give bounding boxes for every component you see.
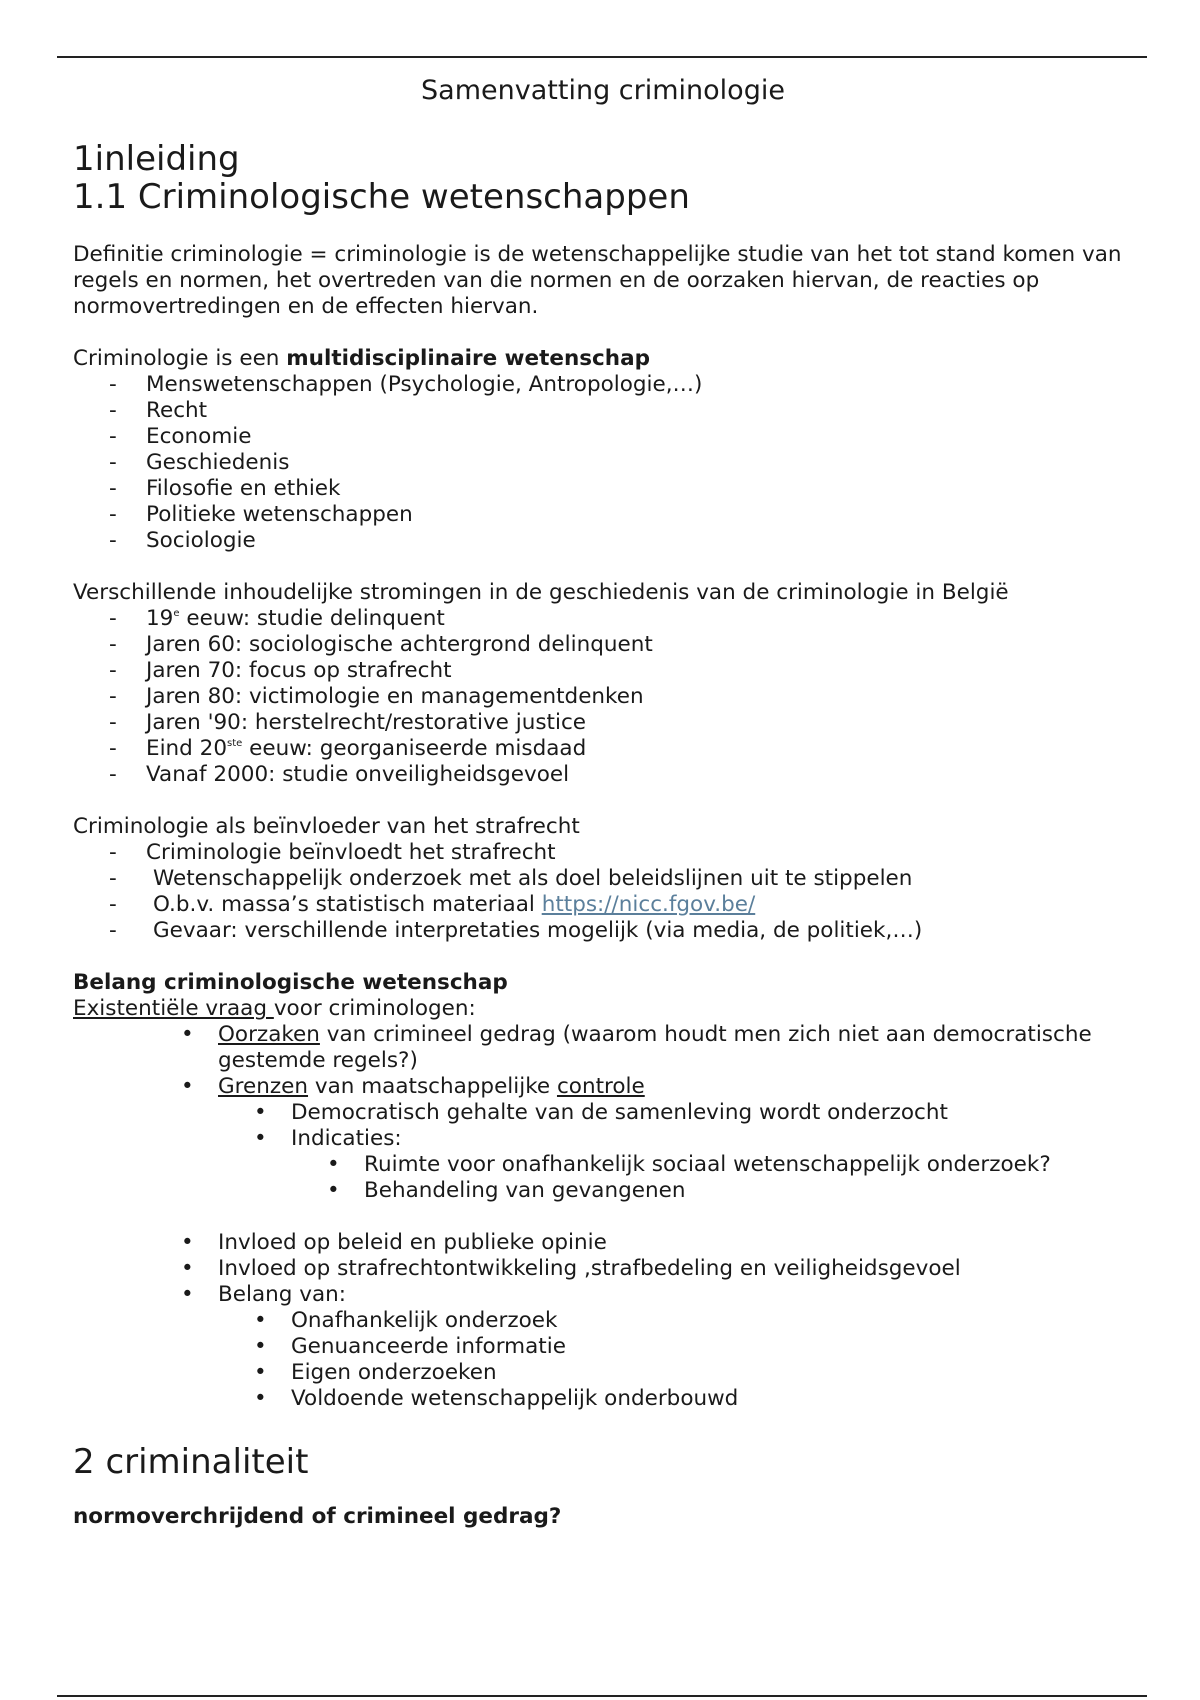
invloed-list	[73, 1230, 1133, 1308]
multidisciplinary-intro: Criminologie is een multidisciplinaire wetenschap	[73, 346, 651, 371]
definition-paragraph: Definitie criminologie = criminologie is de wetenschappelijke studie van het tot stand komen van regels en normen, het overtreden van die normen en de oorzaken hiervan, de reacties op normovertredingen en de effecten hiervan.	[73, 242, 1122, 319]
document-page	[73, 72, 1133, 1530]
document-title: Samenvatting criminologie	[421, 75, 785, 106]
stromingen-list	[73, 606, 1133, 788]
list-item: • Voldoende wetenschappelijk onderbouwd	[73, 1386, 1133, 1412]
belang-van-sublist	[73, 1308, 1133, 1412]
list-item: - Gevaar: verschillende interpretaties mogelijk (via media, de politiek,…)	[73, 918, 1133, 944]
list-item: • Onafhankelijk onderzoek	[73, 1308, 1133, 1334]
bottom-rule	[57, 1695, 1147, 1697]
list-item: - Filosofie en ethiek	[73, 476, 1133, 502]
belang-heading: Belang criminologische wetenschap	[73, 970, 508, 995]
top-rule	[57, 56, 1147, 58]
question-text: normoverchrijdend of crimineel gedrag?	[73, 1504, 562, 1529]
list-item: • Indicaties:	[73, 1126, 1133, 1152]
indicaties-sublist	[73, 1152, 1133, 1204]
beinvloeder-list	[73, 840, 1133, 944]
list-item: - Economie	[73, 424, 1133, 450]
grenzen-sublist	[73, 1100, 1133, 1152]
list-item: • Belang van:	[73, 1282, 1133, 1308]
list-item: • Democratisch gehalte van de samenleving wordt onderzocht	[73, 1100, 1133, 1126]
list-item: - Recht	[73, 398, 1133, 424]
list-item: • Invloed op beleid en publieke opinie	[73, 1230, 1133, 1256]
existential-question: Existentiële vraag voor criminologen:	[73, 996, 476, 1021]
nicc-link[interactable]: https://nicc.fgov.be/	[541, 892, 756, 917]
list-item: - Wetenschappelijk onderzoek met als doel beleidslijnen uit te stippelen	[73, 866, 1133, 892]
list-item: - Politieke wetenschappen	[73, 502, 1133, 528]
list-item: - Criminologie beïnvloedt het strafrecht	[73, 840, 1133, 866]
list-item: - Jaren 60: sociologische achtergrond delinquent	[73, 632, 1133, 658]
list-item: • Genuanceerde informatie	[73, 1334, 1133, 1360]
list-item: - Eind 20ste eeuw: georganiseerde misdaad	[73, 736, 1133, 762]
list-item: • Eigen onderzoeken	[73, 1360, 1133, 1386]
stromingen-intro: Verschillende inhoudelijke stromingen in de geschiedenis van de criminologie in België	[73, 580, 1009, 605]
heading-1: 1inleiding	[73, 139, 240, 179]
belang-list	[73, 1022, 1133, 1100]
heading-2: 2 criminaliteit	[73, 1442, 309, 1482]
list-item: - Geschiedenis	[73, 450, 1133, 476]
discipline-list	[73, 372, 1133, 554]
list-item: - Jaren '90: herstelrecht/restorative justice	[73, 710, 1133, 736]
list-item: - O.b.v. massa’s statistisch materiaal https://nicc.fgov.be/	[73, 892, 1133, 918]
list-item: - Menswetenschappen (Psychologie, Antropologie,…)	[73, 372, 1133, 398]
list-item: • Invloed op strafrechtontwikkeling ,strafbedeling en veiligheidsgevoel	[73, 1256, 1133, 1282]
list-item: - Sociologie	[73, 528, 1133, 554]
list-item: • Oorzaken van crimineel gedrag (waarom houdt men zich niet aan democratische gestemde regels?)	[73, 1022, 1133, 1074]
list-item: • Behandeling van gevangenen	[73, 1178, 1133, 1204]
list-item: • Ruimte voor onafhankelijk sociaal wetenschappelijk onderzoek?	[73, 1152, 1133, 1178]
beinvloeder-intro: Criminologie als beïnvloeder van het strafrecht	[73, 814, 580, 839]
list-item: - Jaren 70: focus op strafrecht	[73, 658, 1133, 684]
heading-1-1: 1.1 Criminologische wetenschappen	[73, 177, 690, 217]
list-item: - Vanaf 2000: studie onveiligheidsgevoel	[73, 762, 1133, 788]
list-item: • Grenzen van maatschappelijke controle	[73, 1074, 1133, 1100]
list-item: - Jaren 80: victimologie en managementdenken	[73, 684, 1133, 710]
list-item: - 19e eeuw: studie delinquent	[73, 606, 1133, 632]
